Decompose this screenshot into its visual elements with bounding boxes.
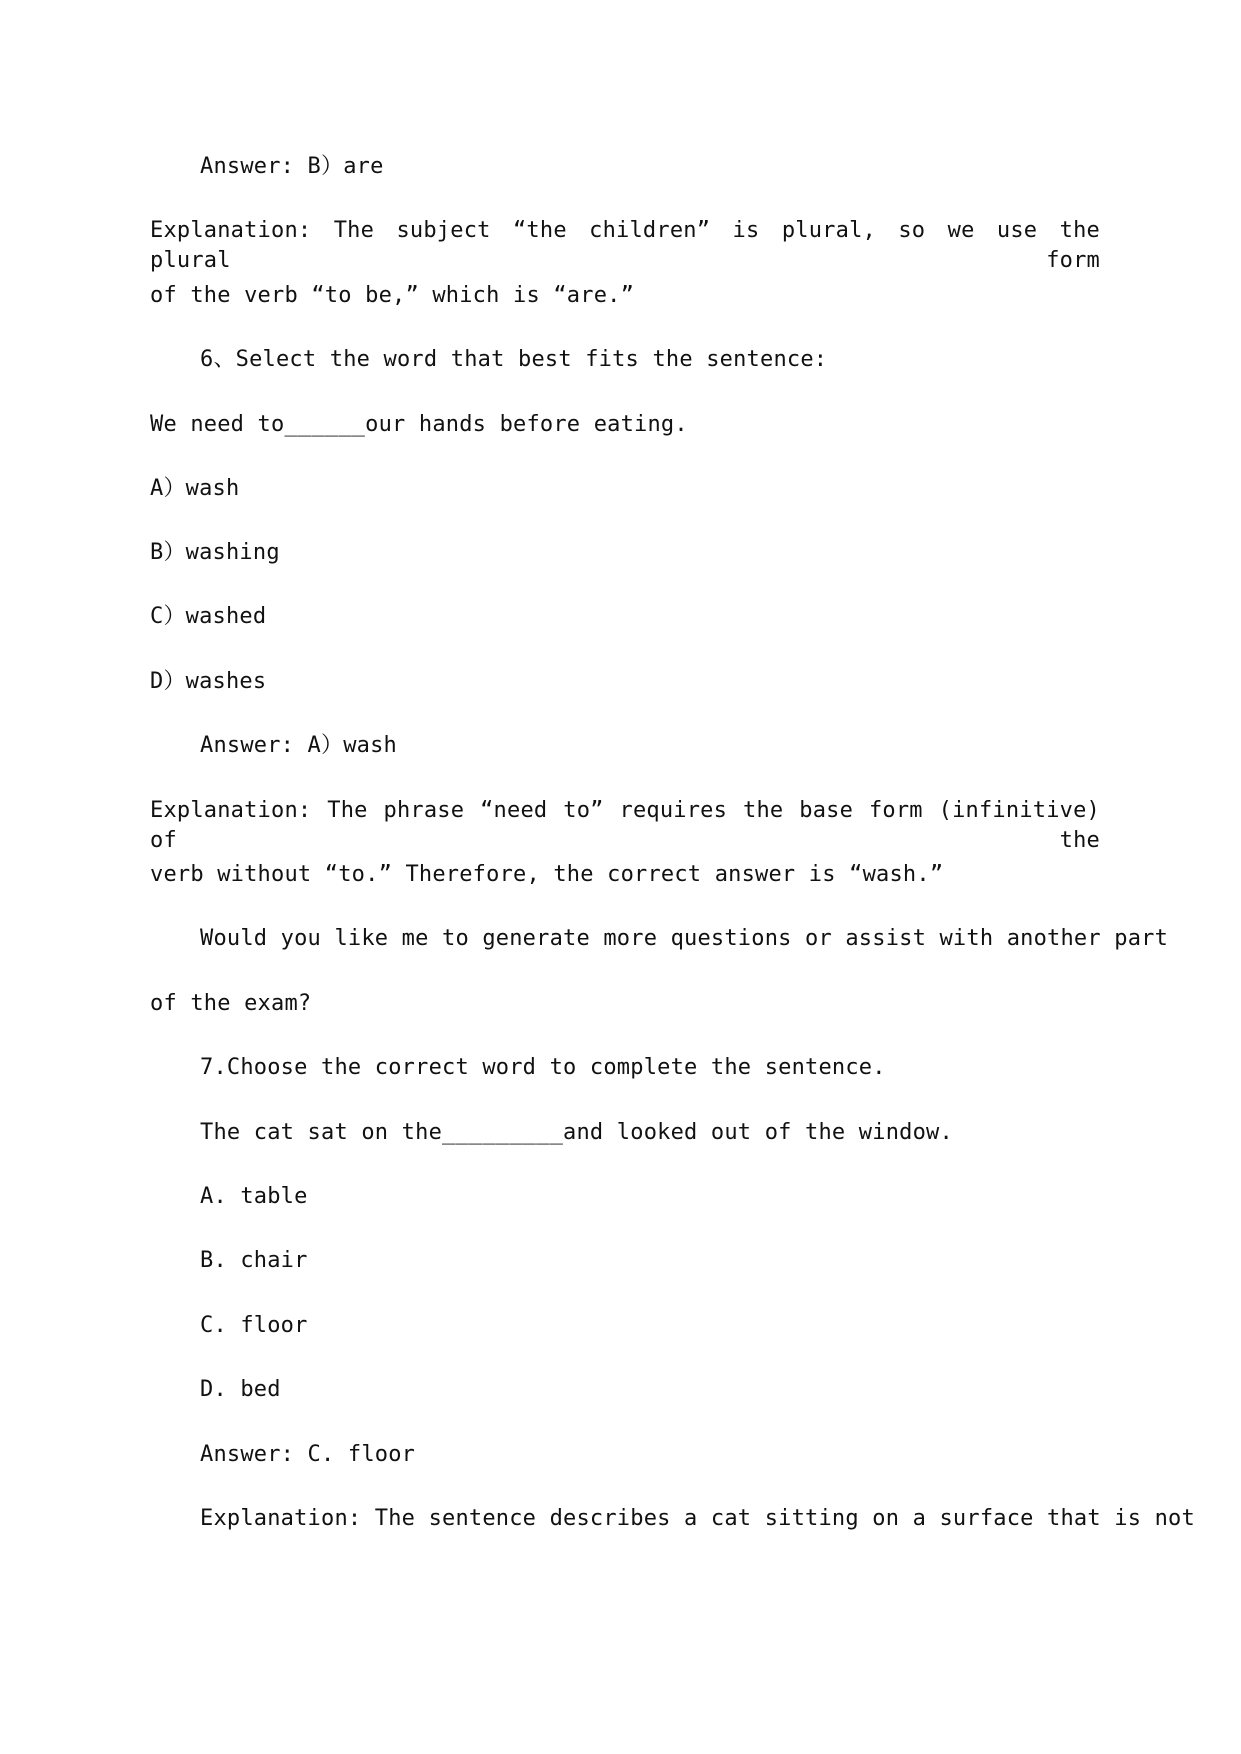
question-6-prompt: 6、Select the word that best fits the sentence: (200, 347, 828, 372)
question-6-option-c: C）washed (150, 604, 267, 629)
explanation-q6-line-2: verb without “to.” Therefore, the correct answer is “wash.” (150, 862, 944, 887)
answer-line-q5: Answer: B）are (200, 154, 384, 179)
question-7-sentence: The cat sat on the_________and looked out of the window. (200, 1120, 953, 1145)
question-7-option-a: A. table (200, 1184, 308, 1209)
follow-up-line-1: Would you like me to generate more questions or assist with another part (200, 926, 1169, 951)
answer-line-q7: Answer: C. floor (200, 1442, 416, 1467)
explanation-q6-line-1: Explanation: The phrase “need to” requires the base form (infinitive) of the (150, 798, 1100, 853)
explanation-q5-line-2: of the verb “to be,” which is “are.” (150, 283, 635, 308)
follow-up-line-2: of the exam? (150, 991, 312, 1016)
question-6-option-d: D）washes (150, 669, 267, 694)
question-7-option-c: C. floor (200, 1313, 308, 1338)
explanation-q7-line-1: Explanation: The sentence describes a cat sitting on a surface that is not (200, 1506, 1195, 1531)
question-6-sentence: We need to______our hands before eating. (150, 412, 688, 437)
question-6-option-b: B）washing (150, 540, 280, 565)
question-6-option-a: A）wash (150, 476, 240, 501)
question-7-prompt: 7.Choose the correct word to complete the sentence. (200, 1055, 886, 1080)
question-7-option-b: B. chair (200, 1248, 308, 1273)
question-7-option-d: D. bed (200, 1377, 281, 1402)
answer-line-q6: Answer: A）wash (200, 733, 397, 758)
explanation-q5-line-1: Explanation: The subject “the children” is plural, so we use the plural form (150, 218, 1100, 273)
